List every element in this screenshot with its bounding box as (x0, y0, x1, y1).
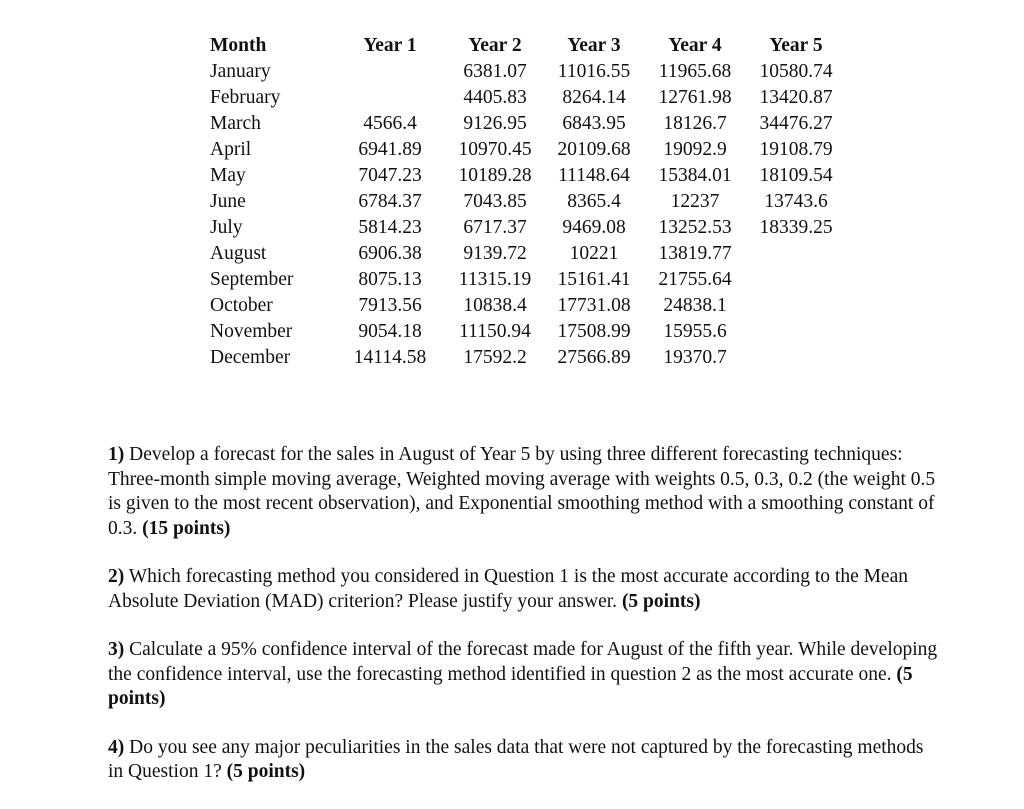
sales-cell: 9126.95 (463, 113, 527, 134)
sales-cell: 15384.01 (658, 165, 732, 186)
question-number: 3) (108, 639, 125, 660)
sales-cell: 6381.07 (463, 61, 527, 82)
sales-cell: 7043.85 (463, 191, 527, 212)
month-cell: September (210, 269, 294, 290)
column-header-year-5: Year 5 (769, 35, 823, 56)
sales-cell: 6906.38 (358, 243, 422, 264)
month-cell: January (210, 61, 271, 82)
column-header-month: Month (210, 35, 267, 56)
sales-cell: 19092.9 (663, 139, 727, 160)
column-header-year-3: Year 3 (567, 35, 621, 56)
sales-cell (746, 319, 846, 345)
sales-cell: 6941.89 (358, 139, 422, 160)
sales-cell: 13743.6 (764, 191, 828, 212)
month-cell: November (210, 321, 293, 342)
month-cell: June (210, 191, 246, 212)
sales-cell: 9139.72 (463, 243, 527, 264)
sales-cell: 18126.7 (663, 113, 727, 134)
sales-cell: 15955.6 (663, 321, 727, 342)
question-3 (108, 638, 938, 712)
sales-cell: 4405.83 (463, 87, 527, 108)
sales-cell: 19108.79 (759, 139, 833, 160)
sales-cell: 11016.55 (557, 61, 631, 82)
question-number: 2) (108, 566, 125, 587)
table-row (210, 85, 846, 111)
table-row (210, 137, 846, 163)
month-cell: April (210, 139, 252, 160)
sales-cell: 19370.7 (663, 347, 727, 368)
sales-cell: 10580.74 (759, 61, 833, 82)
sales-cell: 6784.37 (358, 191, 422, 212)
sales-cell: 11315.19 (458, 269, 532, 290)
sales-cell: 8365.4 (567, 191, 621, 212)
sales-cell: 17508.99 (557, 321, 631, 342)
question-text: Calculate a 95% confidence interval of the forecast made for August of the fifth year. While developing the confidence interval, use the forecasting method identified in question 2 as the most accurate one. (108, 639, 938, 685)
sales-cell: 10221 (569, 243, 619, 264)
sales-cell: 11148.64 (558, 165, 630, 186)
sales-cell: 10838.4 (463, 295, 527, 316)
table-row (210, 189, 846, 215)
table-body (210, 59, 846, 371)
month-cell: July (210, 217, 243, 238)
sales-cell: 9469.08 (562, 217, 626, 238)
sales-cell: 7913.56 (358, 295, 422, 316)
sales-cell: 8264.14 (562, 87, 626, 108)
sales-cell: 13252.53 (658, 217, 732, 238)
month-cell: February (210, 87, 281, 108)
question-text: Develop a forecast for the sales in August of Year 5 by using three different forecasting techniques: Three-month simple moving average, Weighted moving average with weights 0.5, 0.3, 0.2 (the weight 0.5 is given to the most recent observation), and Exponential smoothing method with a smoothing constant of 0.3. (108, 444, 936, 539)
table-row (210, 293, 846, 319)
table-row (210, 267, 846, 293)
sales-cell: 13819.77 (658, 243, 732, 264)
sales-table (210, 33, 846, 371)
sales-cell: 24838.1 (663, 295, 727, 316)
sales-cell: 12237 (670, 191, 720, 212)
column-header-year-1: Year 1 (363, 35, 417, 56)
sales-cell: 15161.41 (557, 269, 631, 290)
sales-cell: 9054.18 (358, 321, 422, 342)
sales-cell: 14114.58 (353, 347, 427, 368)
sales-cell: 5814.23 (358, 217, 422, 238)
question-2 (108, 565, 938, 614)
table-row (210, 111, 846, 137)
sales-cell (746, 241, 846, 267)
sales-cell (746, 293, 846, 319)
sales-cell: 4566.4 (363, 113, 417, 134)
sales-cell (746, 345, 846, 371)
table-header-row (210, 33, 846, 59)
column-header-year-4: Year 4 (668, 35, 722, 56)
question-text: Do you see any major peculiarities in the sales data that were not captured by the forecasting methods in Question 1? (108, 736, 924, 782)
sales-cell: 11150.94 (459, 321, 531, 342)
month-cell: December (210, 347, 291, 368)
month-cell: August (210, 243, 267, 264)
question-number: 4) (108, 736, 125, 758)
question-points: (15 points) (142, 517, 231, 539)
sales-cell (334, 85, 446, 111)
sales-cell: 12761.98 (658, 87, 732, 108)
table-row (210, 345, 846, 371)
month-cell: May (210, 165, 246, 186)
question-points: (5 points) (108, 663, 913, 709)
sales-cell: 10970.45 (458, 139, 532, 160)
table-row (210, 163, 846, 189)
table-row (210, 59, 846, 85)
sales-cell: 6717.37 (463, 217, 527, 238)
sales-cell: 21755.64 (658, 269, 732, 290)
month-cell: March (210, 113, 261, 134)
question-number: 1) (108, 444, 125, 465)
sales-cell: 18339.25 (759, 217, 833, 238)
column-header-year-2: Year 2 (468, 35, 522, 56)
table-row (210, 215, 846, 241)
question-points: (5 points) (621, 590, 701, 612)
sales-cell: 13420.87 (759, 87, 833, 108)
question-4 (108, 736, 938, 785)
sales-cell (746, 267, 846, 293)
sales-cell: 11965.68 (658, 61, 732, 82)
sales-cell: 10189.28 (458, 165, 532, 186)
sales-cell: 27566.89 (557, 347, 631, 368)
sales-cell: 6843.95 (562, 113, 626, 134)
sales-cell: 20109.68 (557, 139, 631, 160)
sales-cell: 7047.23 (358, 165, 422, 186)
questions-section (108, 443, 938, 809)
sales-cell: 8075.13 (358, 269, 422, 290)
sales-cell: 34476.27 (759, 113, 833, 134)
sales-cell: 17731.08 (557, 295, 631, 316)
question-points: (5 points) (226, 761, 306, 782)
table-row (210, 319, 846, 345)
question-1 (108, 443, 938, 541)
question-text: Which forecasting method you considered in Question 1 is the most accurate according to the Mean Absolute Deviation (MAD) criterion? Please justify your answer. (108, 566, 908, 612)
month-cell: October (210, 295, 273, 316)
table-row (210, 241, 846, 267)
sales-cell (334, 59, 446, 85)
sales-cell: 18109.54 (759, 165, 833, 186)
sales-cell: 17592.2 (463, 347, 527, 368)
